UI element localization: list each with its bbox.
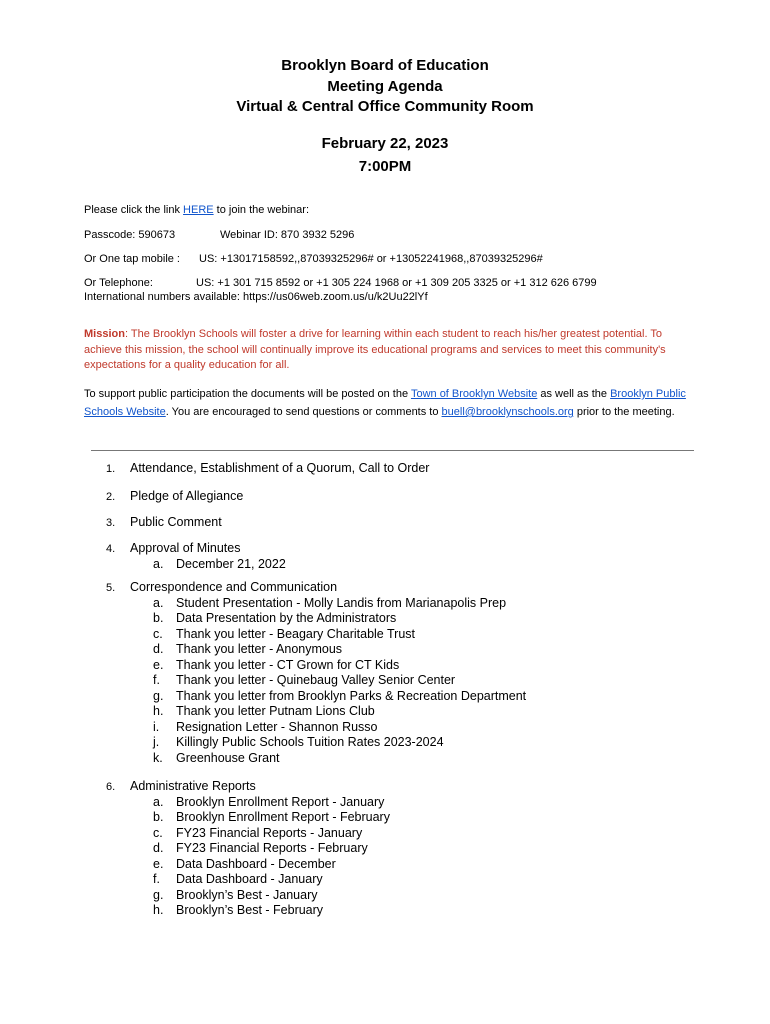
- telephone-label: Or Telephone:: [84, 277, 153, 289]
- agenda-subitem-letter: d.: [153, 841, 164, 855]
- agenda-subitem-letter: i.: [153, 719, 160, 734]
- agenda-item-number: 6.: [106, 781, 116, 793]
- mission-text: : The Brooklyn Schools will foster a drive for learning within each student to reach his/her greatest potential. To achieve this mission, the school will continually improve its educational programs and services to meet this community's expectations for a quality education for all.: [84, 328, 666, 371]
- agenda-subitem-text: Data Dashboard - January: [176, 872, 323, 886]
- meeting-date: February 22, 2023: [321, 135, 449, 152]
- agenda-subitem-letter: f.: [153, 673, 160, 687]
- agenda-subitem-text: Killingly Public Schools Tuition Rates 2023-2024: [176, 735, 444, 749]
- agenda-subitem-text: Thank you letter from Brooklyn Parks & Recreation Department: [176, 688, 527, 703]
- agenda-subitem-letter: b.: [153, 611, 164, 625]
- support-text-mid: as well as the: [537, 388, 611, 400]
- agenda-subitem-text: December 21, 2022: [176, 556, 286, 571]
- join-instruction: [84, 203, 309, 217]
- agenda-subitem-letter: c.: [153, 825, 163, 840]
- passcode: Passcode: 590673: [84, 229, 176, 241]
- mission-label: Mission: [84, 328, 125, 340]
- mobile-row: [84, 252, 684, 266]
- agenda-subitem-letter: c.: [153, 626, 163, 641]
- mobile-numbers: US: +13017158592,,87039325296# or +13052241968,,87039325296#: [199, 253, 543, 265]
- meeting-datetime: [0, 133, 770, 178]
- agenda-subitem-letter: h.: [153, 704, 164, 718]
- agenda-subitem-text: Greenhouse Grant: [176, 750, 280, 765]
- title-location: Virtual & Central Office Community Room: [236, 98, 534, 115]
- agenda-subitem-letter: g.: [153, 688, 164, 703]
- agenda-subitem-letter: k.: [153, 750, 163, 765]
- title-agenda: Meeting Agenda: [327, 77, 443, 95]
- agenda-subitem-text: Resignation Letter - Shannon Russo: [176, 719, 378, 734]
- join-link[interactable]: HERE: [183, 204, 214, 216]
- agenda-subitem-letter: d.: [153, 642, 164, 656]
- passcode-row: [84, 228, 684, 242]
- agenda-subitem-letter: e.: [153, 856, 164, 871]
- webinar-id: Webinar ID: 870 3932 5296: [220, 229, 355, 241]
- agenda-subitem-text: Thank you letter - Quinebaug Valley Senior Center: [176, 673, 456, 687]
- support-text-pre: To support public participation the documents will be posted on the: [84, 388, 411, 400]
- agenda-subitem-letter: f.: [153, 872, 160, 886]
- agenda-subitem-text: Data Presentation by the Administrators: [176, 611, 397, 625]
- agenda-subitem-letter: a.: [153, 595, 164, 610]
- agenda-subitem-letter: a.: [153, 556, 164, 571]
- agenda-subitem-text: Brooklyn’s Best - February: [176, 903, 324, 917]
- meeting-time: 7:00PM: [358, 157, 412, 175]
- support-text-post: prior to the meeting.: [573, 406, 675, 418]
- telephone-numbers: US: +1 301 715 8592 or +1 305 224 1968 or +1 309 205 3325 or +1 312 626 6799: [196, 277, 597, 289]
- agenda-subitem-text: Student Presentation - Molly Landis from Marianapolis Prep: [176, 595, 507, 610]
- agenda-item-label: Approval of Minutes: [130, 541, 241, 555]
- join-text-pre: Please click the link: [84, 204, 184, 216]
- agenda-subitem-text: FY23 Financial Reports - February: [176, 841, 368, 855]
- agenda-subitem-text: Brooklyn Enrollment Report - February: [176, 810, 390, 824]
- agenda-subitem-text: Data Dashboard - December: [176, 856, 336, 871]
- title-board: Brooklyn Board of Education: [281, 57, 489, 74]
- agenda-subitem-text: FY23 Financial Reports - January: [176, 825, 363, 840]
- agenda-subitem-letter: b.: [153, 810, 164, 824]
- join-text-post: to join the webinar:: [213, 204, 309, 216]
- agenda-subitem-text: Thank you letter - CT Grown for CT Kids: [176, 657, 400, 672]
- support-text-mid2: . You are encouraged to send questions or comments to: [165, 406, 442, 418]
- agenda-subitem-letter: a.: [153, 794, 164, 809]
- agenda-item-label: Public Comment: [130, 515, 222, 529]
- agenda-item-number: 5.: [106, 582, 116, 594]
- section-divider: [91, 450, 694, 451]
- document-title: [0, 56, 770, 118]
- schools-website-link[interactable]: Brooklyn Public Schools Website: [84, 388, 686, 418]
- agenda-subitem-text: Thank you letter - Anonymous: [176, 642, 343, 656]
- agenda-subitem-text: Thank you letter - Beagary Charitable Trust: [176, 626, 416, 641]
- agenda-subitem-text: Brooklyn Enrollment Report - January: [176, 794, 385, 809]
- agenda-item-label: Correspondence and Communication: [130, 580, 338, 594]
- agenda-item-number: 2.: [106, 491, 116, 503]
- public-participation-note: [84, 385, 694, 421]
- agenda-subitem-letter: e.: [153, 657, 164, 672]
- agenda-subitem-letter: h.: [153, 903, 164, 917]
- agenda-item-number: 1.: [106, 463, 116, 475]
- agenda-subitem-text: Thank you letter Putnam Lions Club: [176, 704, 375, 718]
- mobile-label: Or One tap mobile :: [84, 253, 180, 265]
- agenda-item-number: 3.: [106, 517, 116, 529]
- agenda-subitem-letter: g.: [153, 887, 164, 902]
- email-link[interactable]: buell@brooklynschools.org: [441, 406, 574, 418]
- agenda-item-number: 4.: [106, 543, 116, 555]
- international-numbers: International numbers available: https://us06web.zoom.us/u/k2Uu22lYf: [84, 291, 428, 303]
- mission-statement: [84, 327, 694, 374]
- agenda-subitem-letter: j.: [153, 735, 160, 749]
- town-website-link[interactable]: Town of Brooklyn Website: [410, 388, 538, 400]
- agenda-item-label: Pledge of Allegiance: [130, 489, 244, 503]
- telephone-row: [84, 276, 684, 290]
- agenda-item-label: Attendance, Establishment of a Quorum, Call to Order: [130, 461, 430, 475]
- agenda-item-label: Administrative Reports: [130, 779, 256, 793]
- agenda-subitem-text: Brooklyn’s Best - January: [176, 887, 318, 902]
